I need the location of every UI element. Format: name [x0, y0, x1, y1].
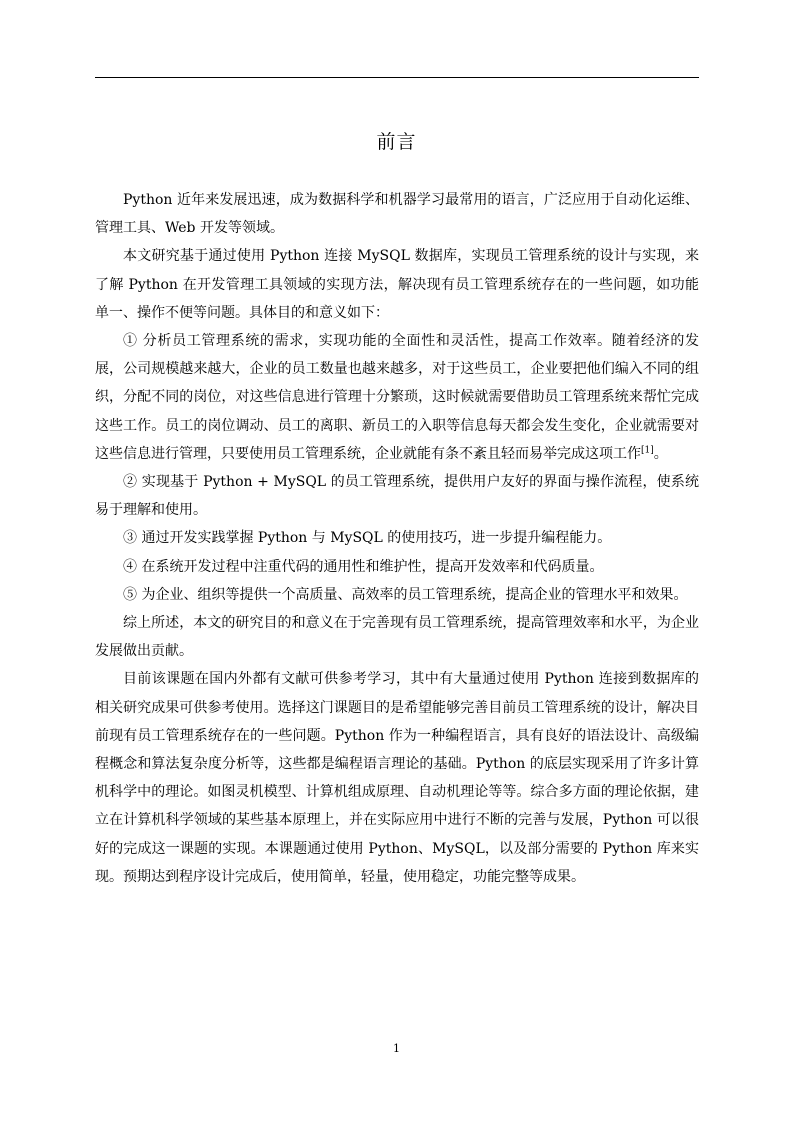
citation-mark[interactable]: [1]	[641, 445, 654, 456]
paragraph: 目前该课题在国内外都有文献可供参考学习，其中有大量通过使用 Python 连接到数据库的相关研究成果可供参考使用。选择这门课题目的是希望能够完善目前员工管理系统的设计，解决目前现有员工管理系统存在的一些问题。Python 作为一种编程语言，具有良好的语法设计、高级编程概念和算法复杂度分析等，这些都是编程语言理论的基础。Python 的底层实现采用了许多计算机科学中的理论。如图灵机模型、计算机组成原理、自动机理论等等。综合多方面的理论依据，建立在计算机科学领域的某些基本原理上，并在实际应用中进行不断的完善与发展，Python 可以很好的完成这一课题的实现。本课题通过使用 Python、MySQL，以及部分需要的 Python 库来实现。预期达到程序设计完成后，使用简单，轻量，使用稳定，功能完整等成果。	[95, 671, 699, 885]
page-title: 前言	[376, 131, 417, 153]
document-body	[95, 186, 699, 891]
paragraph: Python 近年来发展迅速，成为数据科学和机器学习最常用的语言，广泛应用于自动化运维、管理工具、Web 开发等领域。	[95, 192, 699, 237]
paragraph-text: ① 分析员工管理系统的需求，实现功能的全面性和灵活性，提高工作效率。随着经济的发展，公司规模越来越大，企业的员工数量也越来越多，对于这些员工，企业要把他们编入不同的组织，分配不同的岗位，对这些信息进行管理十分繁琐，这时候就需要借助员工管理系统来帮忙完成这些工作。员工的岗位调动、员工的离职、新员工的入职等信息每天都会发生变化，企业就需要对这些信息进行管理，只要使用员工管理系统，企业就能有条不紊且轻而易举完成这项工作	[95, 333, 699, 462]
paragraph: ⑤ 为企业、组织等提供一个高质量、高效率的员工管理系统，提高企业的管理水平和效果。	[123, 586, 688, 603]
page-number: 1	[393, 1042, 400, 1055]
header-rule	[95, 77, 699, 78]
paragraph: 综上所述，本文的研究目的和意义在于完善现有员工管理系统，提高管理效率和水平，为企业发展做出贡献。	[95, 615, 699, 660]
paragraph: ② 实现基于 Python + MySQL 的员工管理系统，提供用户友好的界面与操作流程，使系统易于理解和使用。	[95, 474, 699, 519]
paragraph: 本文研究基于通过使用 Python 连接 MySQL 数据库，实现员工管理系统的设计与实现，来了解 Python 在开发管理工具领域的实现方法，解决现有员工管理系统存在的一些问题，如功能单一、操作不便等问题。具体目的和意义如下：	[95, 248, 699, 321]
paragraph: ④ 在系统开发过程中注重代码的通用性和维护性，提高开发效率和代码质量。	[123, 558, 604, 575]
paragraph-end: 。	[653, 445, 668, 462]
paragraph	[95, 327, 699, 468]
paragraph: ③ 通过开发实践掌握 Python 与 MySQL 的使用技巧，进一步提升编程能力。	[123, 530, 612, 547]
